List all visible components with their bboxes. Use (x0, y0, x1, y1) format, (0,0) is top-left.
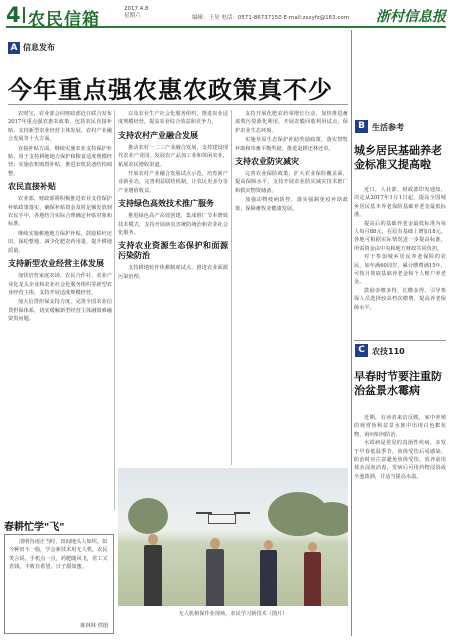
section-a-label: 信息发布 (23, 43, 55, 52)
article-column-3 (235, 110, 348, 465)
photo-person-head (210, 538, 220, 549)
column-divider (231, 110, 232, 465)
subheading: 支持绿色高效技术推广服务 (118, 199, 214, 209)
paragraph: 鼓励多缴多得、长缴多得，引导参保人员选择较高档次缴费，提高养老保障水平。 (354, 287, 446, 311)
masthead-divider (23, 7, 25, 23)
article-column-2 (118, 110, 228, 465)
photo-person-head (264, 540, 273, 550)
photo-drone (208, 514, 236, 524)
paragraph: 推动农村一二三产业融合发展，支持建设现代农业产业园，发展农产品加工业和休闲农业，拓展农民增收渠道。 (118, 144, 228, 168)
paragraph: 农业部、财政部将积极推进农业支持保护补贴政策落实，确保补贴资金及时足额发放到农民手中，各地结合实际合理确定补贴对象和标准。 (8, 196, 112, 228)
paragraph: 以及农业生产社会化服务组织，推进农业适度规模经营，提高农业综合效益和竞争力。 (118, 111, 228, 126)
b-headline: 城乡居民基础养老金标准又提高啦 (354, 144, 442, 171)
date: 2017.4.8 (124, 6, 149, 12)
paragraph: 对于参加城乡居民养老保险的农民，如年满60周岁、累计缴费满15年，可按月领取基础养老金和个人账户养老金。 (354, 254, 446, 286)
photo-tree (128, 498, 168, 534)
editor-contact: 编辑：王昊 电话：0571-86737150 E-mail:zsxyfz@163.com (192, 15, 350, 21)
paper-logo: 浙村信息报 (376, 9, 446, 25)
paragraph: 继续实施耕地地力保护补贴，鼓励秸秆还田、深松整地，减少化肥农药用量，提升耕地质量。 (8, 230, 112, 254)
paragraph: 支持开展化肥农药零增长行动，加快推进畜禽粪污资源化利用，开展农膜回收利用试点，保护农业生态环境。 (235, 111, 348, 134)
paragraph: 近日，人社部、财政部印发通知，决定从2017年1月1日起，提高全国城乡居民基本养老保险基础养老金最低标准。 (354, 187, 446, 219)
page-number: 4 (6, 3, 21, 27)
photo-drone-rotor (196, 512, 212, 514)
subheading: 支持农业防灾减灾 (235, 157, 299, 167)
paragraph: 支持耕地轮作休耕制度试点，推进农业面源污染治理。 (118, 265, 228, 280)
section-c-label: 农技110 (372, 347, 405, 356)
paragraph: 农财宝，农业部会同财政部近日联合发布2017年重点强农惠农政策，包括农民直接补贴、支持新型农业经营主体发展、农村产业融合发展等十大方面。 (8, 111, 112, 143)
photo-person-head (148, 534, 158, 545)
b-article-body (354, 186, 446, 336)
poem-author: 陈林林 供图 (80, 622, 108, 629)
paragraph: 加大信贷担保支持力度，完善全国农业信贷担保体系，切实缓解新型经营主体融资难融资贵问题。 (8, 299, 112, 323)
subheading: 农民直接补贴 (8, 182, 56, 192)
section-b-label: 生活参考 (372, 123, 404, 132)
paragraph: 开展农村产业融合发展试点示范，培育新产业新业态，完善利益联结机制，让农民更多分享产业增值收益。 (118, 171, 228, 194)
paragraph: 直接补贴方面，继续实施农业支持保护补贴，用于支持耕地地力保护和粮食适度规模经营；实施农机购置补贴，推进农机装备结构调整。 (8, 145, 112, 177)
c-article-body (354, 414, 446, 634)
paragraph: 推进绿色高产高效创建，集成推广节本增效技术模式，支持开展病虫害统防统治和农业社会化服务。 (118, 213, 228, 237)
section-a-badge: A (8, 42, 20, 54)
poem-box (4, 534, 114, 634)
subheading: 支持农业资源生态保护和面源污染防治 (118, 241, 228, 261)
poem-title: 春耕忙学"飞" (4, 522, 65, 533)
paragraph: 实施草原生态保护补助奖励政策，落实禁牧补助和草畜平衡奖励，推进退耕还林还草。 (235, 137, 348, 152)
right-column-divider (351, 30, 352, 636)
subheading: 支持农村产业融合发展 (118, 130, 198, 140)
paragraph: 完善农业保险政策，扩大农业保险覆盖面，提高保障水平，支持开展农业防灾减灾技术推广和救灾物资储备。 (235, 171, 348, 194)
section-b-badge: B (355, 120, 368, 133)
section-title: 农民信箱 (28, 10, 100, 30)
news-photo (118, 468, 348, 606)
article-column-1 (8, 110, 112, 510)
photo-person (206, 549, 224, 606)
paragraph: 加快培育家庭农场、农民合作社、农业产业化龙头企业和农业社会化服务组织等新型农业经营主体，支持开展适度规模经营。 (8, 273, 112, 296)
column-divider (114, 110, 115, 510)
weekday: 星期六 (124, 13, 141, 19)
photo-person (144, 545, 162, 606)
paragraph: 近期，有读者来信反映，家中养殖的观赏鱼和盆景水族中出现白色絮状物，询问如何防治。 (354, 415, 446, 438)
masthead (6, 4, 446, 28)
photo-drone-rotor (234, 512, 250, 514)
paragraph: 加强动物疫病防控，落实强制免疫补助政策，保障畜牧业健康发展。 (235, 197, 348, 212)
section-c-badge: C (355, 344, 368, 357)
c-headline: 早春时节要注重防治盆景水霉病 (354, 370, 442, 397)
headline-rule (8, 104, 348, 105)
photo-caption: 无人机植保作业现场，农民学习新技术（图片） (178, 611, 288, 617)
subheading: 支持新型农业经营主体发展 (8, 259, 104, 269)
poem-text: 清明谷雨正当时，田间地头人如织。如今种田不一般，学会新技术用无人机。农民笑言说，手机点一点，药肥随风飞，省工又省钱，丰收有希望，日子甜如蜜。 (9, 539, 108, 571)
photo-person (260, 550, 277, 606)
main-headline: 今年重点强农惠农政策真不少 (8, 76, 333, 104)
photo-person (304, 552, 321, 606)
photo-person-head (308, 542, 317, 552)
paragraph: 提高后的基础养老金最低标准为每人每月88元，在原有基础上增加18元。各地可根据实际情况进一步提高标准，所需资金由中央和地方财政共同负担。 (354, 220, 446, 252)
photo-tree (308, 502, 348, 536)
paragraph: 水霉病是常见的真菌性疾病，多发于早春低温季节，鱼体受伤后易感染。防治时应注意避免鱼体受伤，放养前用盐水浸泡消毒，发病后可用药物浸浴或全池泼洒，并适当提高水温。 (354, 440, 446, 480)
section-rule (354, 340, 446, 341)
date-block (124, 6, 149, 20)
